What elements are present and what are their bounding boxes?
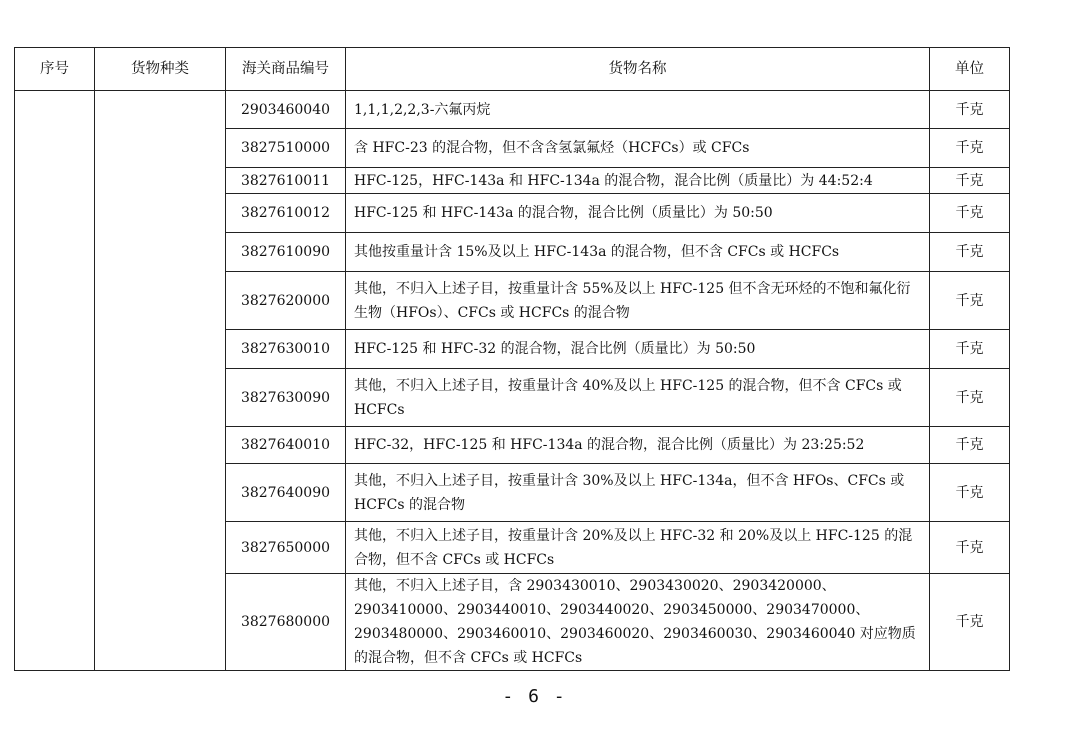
name-cell: 其他，不归入上述子目，按重量计含 20%及以上 HFC-32 和 20%及以上 HFC-125 的混合物，但不含 CFCs 或 HCFCs [346, 522, 930, 574]
name-cell: 其他，不归入上述子目，按重量计含 30%及以上 HFC-134a，但不含 HFOs、CFCs 或 HCFCs 的混合物 [346, 464, 930, 522]
name-cell: HFC-125 和 HFC-32 的混合物，混合比例（质量比）为 50:50 [346, 330, 930, 369]
unit-cell: 千克 [930, 574, 1010, 671]
code-cell: 3827680000 [226, 574, 346, 671]
unit-cell: 千克 [930, 272, 1010, 330]
name-cell: HFC-125，HFC-143a 和 HFC-134a 的混合物，混合比例（质量比）为 44:52:4 [346, 168, 930, 194]
header-seq: 序号 [15, 48, 95, 91]
unit-cell: 千克 [930, 233, 1010, 272]
unit-cell: 千克 [930, 427, 1010, 464]
code-cell: 3827640010 [226, 427, 346, 464]
unit-cell: 千克 [930, 194, 1010, 233]
code-cell: 3827610012 [226, 194, 346, 233]
unit-cell: 千克 [930, 91, 1010, 129]
code-cell: 3827620000 [226, 272, 346, 330]
header-code: 海关商品编号 [226, 48, 346, 91]
code-cell: 3827610090 [226, 233, 346, 272]
header-category: 货物种类 [95, 48, 226, 91]
name-cell: 其他按重量计含 15%及以上 HFC-143a 的混合物，但不含 CFCs 或 HCFCs [346, 233, 930, 272]
unit-cell: 千克 [930, 330, 1010, 369]
unit-cell: 千克 [930, 522, 1010, 574]
category-cell [95, 91, 226, 671]
code-cell: 2903460040 [226, 91, 346, 129]
name-cell: HFC-32，HFC-125 和 HFC-134a 的混合物，混合比例（质量比）为 23:25:52 [346, 427, 930, 464]
code-cell: 3827640090 [226, 464, 346, 522]
code-cell: 3827610011 [226, 168, 346, 194]
header-unit: 单位 [930, 48, 1010, 91]
table-header-row [15, 48, 1010, 91]
unit-cell: 千克 [930, 129, 1010, 168]
code-cell: 3827630010 [226, 330, 346, 369]
code-cell: 3827630090 [226, 369, 346, 427]
name-cell: 其他，不归入上述子目，含 2903430010、2903430020、2903420000、2903410000、2903440010、2903440020、2903450000、2903470000、2903480000、2903460010、2903460020、2903460030、2903460040 对应物质的混合物，但不含 CFCs 或 HCFCs [346, 574, 930, 671]
code-cell: 3827650000 [226, 522, 346, 574]
unit-cell: 千克 [930, 369, 1010, 427]
unit-cell: 千克 [930, 168, 1010, 194]
name-cell: 其他，不归入上述子目，按重量计含 40%及以上 HFC-125 的混合物，但不含 CFCs 或 HCFCs [346, 369, 930, 427]
name-cell: 其他，不归入上述子目，按重量计含 55%及以上 HFC-125 但不含无环烃的不饱和氟化衍生物（HFOs）、CFCs 或 HCFCs 的混合物 [346, 272, 930, 330]
code-cell: 3827510000 [226, 129, 346, 168]
name-cell: 含 HFC-23 的混合物，但不含含氢氯氟烃（HCFCs）或 CFCs [346, 129, 930, 168]
name-cell: 1,1,1,2,2,3-六氟丙烷 [346, 91, 930, 129]
unit-cell: 千克 [930, 464, 1010, 522]
seq-cell [15, 91, 95, 671]
goods-table [14, 47, 1010, 671]
page-number: - 6 - [502, 686, 567, 707]
header-name: 货物名称 [346, 48, 930, 91]
table-row [15, 91, 1010, 129]
name-cell: HFC-125 和 HFC-143a 的混合物，混合比例（质量比）为 50:50 [346, 194, 930, 233]
